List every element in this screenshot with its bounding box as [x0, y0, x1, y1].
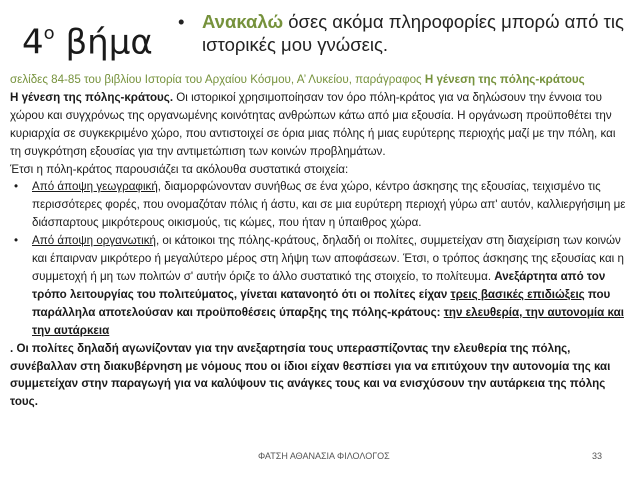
step-superscript: ο [43, 23, 55, 44]
conclusion-paragraph: . Οι πολίτες δηλαδή αγωνίζονταν για την ανεξαρτησία τους υπερασπίζοντας την ελευθερία της πόλης, συνέβαλλαν στη διακυβέρνηση με νόμους που οι ίδιοι είχαν θεσπίσει για να επιτύχουν την αυτονομία της και συμμετείχαν στην παραγωγή για να καλύψουν τις ανάγκες τους και να ενισχύσουν την αυτάρκεια της πόλης τους. [10, 341, 611, 409]
body-intro: Οι ιστορικοί χρησιμοποίησαν τον όρο πόλη-κράτος για να δηλώσουν την έννοια του χώρου και συγχρόνως της οργανωμένης κοινότητας ανθρώπων κάτω από μια εξουσία. Η οργάνωση προϋποθέτει την κυριαρχία σε συγκεκριμένο χώρο, που αντιστοιχεί σε όρια μιας πόλης ή μιας ευρύτερης περιοχής μαζί με την πόλη, και τη συγκρότηση εξουσίας για την αντιμετώπιση των κοινών προβλημάτων. [10, 90, 616, 158]
body-heading: Η γένεση της πόλης-κράτους. [10, 90, 174, 104]
elements-intro: Έτσι η πόλη-κράτος παρουσιάζει τα ακόλουθα συστατικά στοιχεία: [10, 162, 349, 176]
bold-underlined-1: τρεις βασικές επιδιώξεις [450, 287, 585, 301]
bold-underlined-2: την ελευθερία, την αυτονομία και την αυτάρκεια [32, 305, 624, 337]
headline-rest: όσες ακόμα πληροφορίες μπορώ από τις ιστορικές μου γνώσεις. [202, 11, 624, 55]
bold-text-2: που παράλληλα αποτελούσαν και προϋποθέσεις ύπαρξης της πόλης-κράτους: [32, 287, 611, 319]
list-item-organizational [10, 232, 628, 339]
bullet-icon: • [14, 180, 19, 194]
list-item-geographic [10, 178, 628, 232]
bullet-1-label: Από άποψη γεωγραφική [32, 180, 158, 194]
headline [178, 10, 633, 56]
content [10, 71, 628, 411]
footer-author: ΦΑΤΣΗ ΑΘΑΝΑΣΙΑ ΦΙΛΟΛΟΓΟΣ [258, 451, 390, 461]
page-number: 33 [592, 451, 603, 461]
step-number: 4 [22, 22, 44, 63]
headline-text [202, 10, 633, 56]
bold-text-1: Ανεξάρτητα από τον τρόπο λειτουργίας του πολιτεύματος, γίνεται κατανοητό ότι οι πολίτες είχαν [32, 269, 606, 301]
source-section: Η γένεση της πόλης-κράτους [424, 73, 585, 86]
intro-paragraph [10, 89, 628, 161]
source-prefix: σελίδες 84-85 του βιβλίου Ιστορία του Αρχαίου Κόσμου, Α’ Λυκείου, παράγραφος [10, 73, 425, 86]
slide-title [22, 16, 153, 62]
headline-keyword: Ανακαλώ [202, 11, 284, 32]
bullet-2-label: Από άποψη οργανωτική [32, 234, 156, 248]
source-reference [10, 71, 628, 89]
step-word: βήμα [65, 22, 153, 63]
bullet-icon: • [14, 234, 19, 248]
bullet-2-text: , οι κάτοικοι της πόλης-κράτους, δηλαδή οι πολίτες, συμμετείχαν στη διαχείριση των κοινών και έπαιρναν μικρότερο ή μεγαλύτερο μέρος στη λήψη των αποφάσεων. Έτσι, ο τρόπος άσκησης της εξουσίας και η συμμετοχή ή μη των πολιτών σ' αυτήν όριζε το άλλο συστατικό της στοιχείο, το πολίτευμα. [32, 234, 624, 283]
bullet-1-text: , διαμορφώνονταν συνήθως σε ένα χώρο, κέντρο άσκησης της εξουσίας, τειχισμένο τις περισσότερες φορές, που ονομαζόταν πόλις ή άστυ, και σε μια ευρύτερη περιοχή γύρω απ' αυτόν, καλλιεργήσιμη με διάσπαρτους μικρότερους οικισμούς, τις κώμες, που ήταν η ύπαιθρος χώρα. [32, 180, 626, 230]
bullet-icon: • [178, 11, 185, 32]
